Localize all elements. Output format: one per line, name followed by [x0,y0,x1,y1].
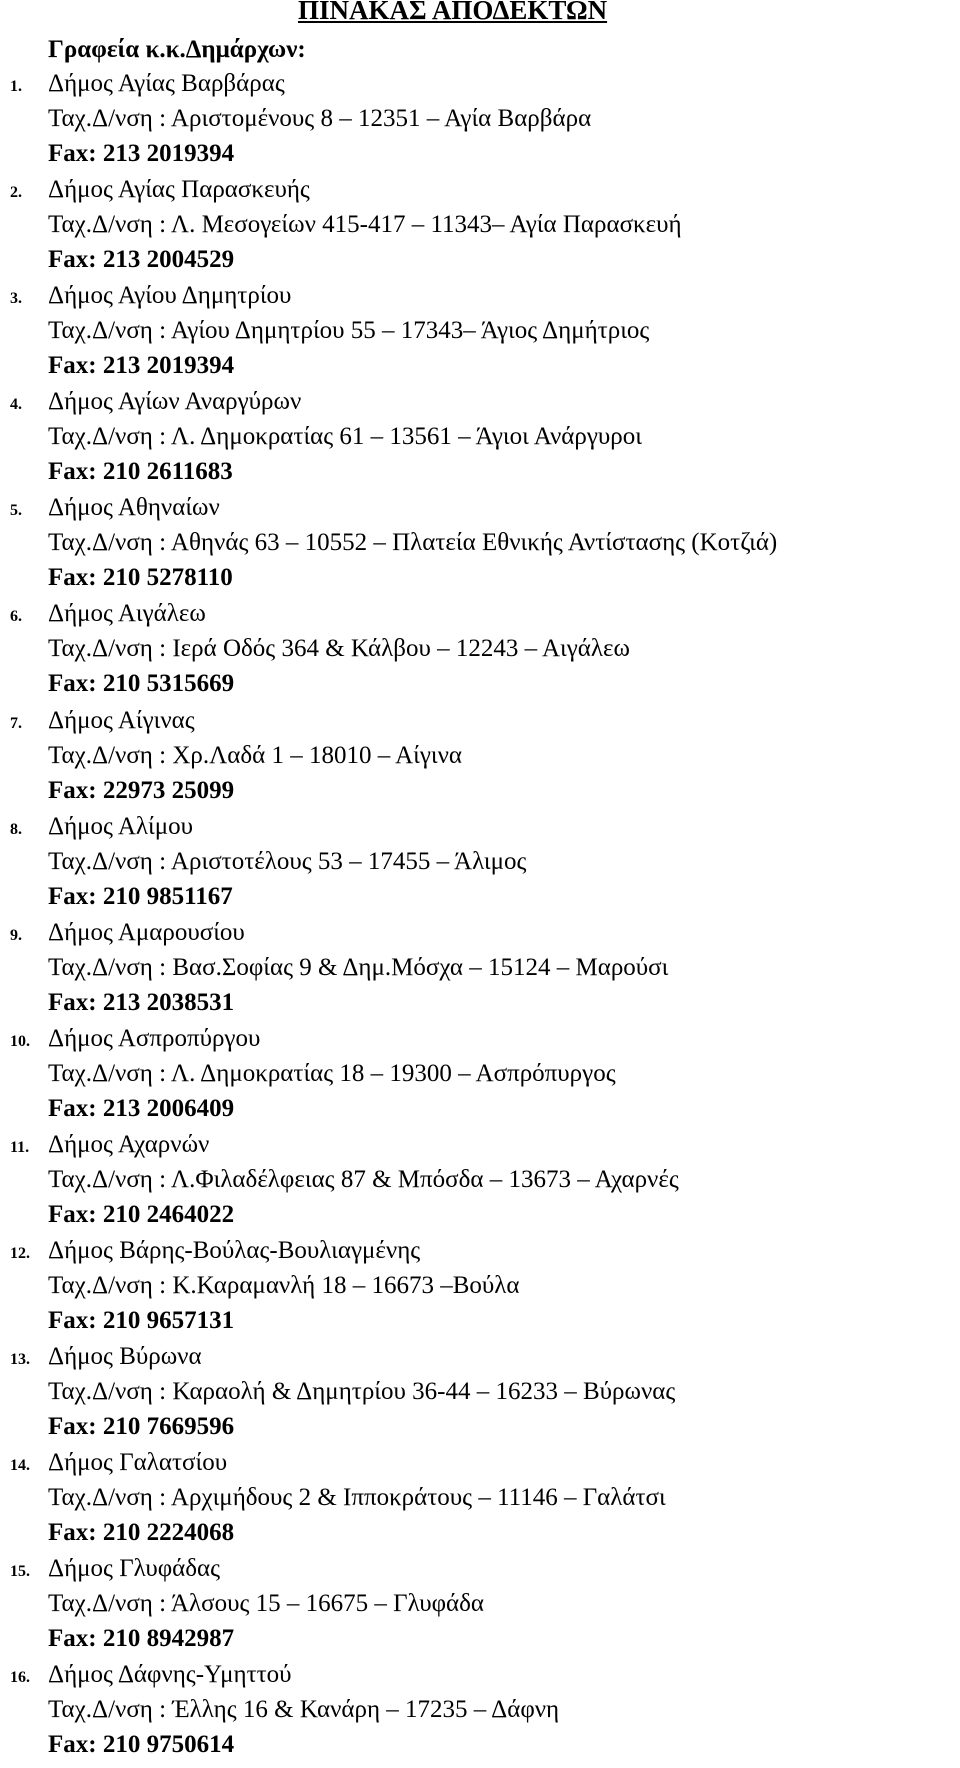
municipality-name: Δήμος Αμαρουσίου [48,918,245,946]
municipality-name: Δήμος Αλίμου [48,812,194,840]
document-title: ΠΙΝΑΚΑΣ ΑΠΟΔΕΚΤΩΝ [298,0,608,25]
fax-number: Fax: 210 5315669 [48,670,235,698]
postal-address: Ταχ.Δ/νση : Λ. Δημοκρατίας 18 – 19300 – Ασπρόπυργος [48,1059,616,1087]
postal-address: Ταχ.Δ/νση : Αρχιμήδους 2 & Ιπποκράτους – 11146 – Γαλάτσι [48,1484,666,1512]
entry-number: 6. [10,608,22,626]
list-item [0,494,960,600]
fax-number: Fax: 213 2019394 [48,140,235,167]
fax-number: Fax: 213 2019394 [48,352,235,380]
list-item [0,1449,960,1555]
list-item [0,919,960,1025]
municipality-name: Δήμος Αγίου Δημητρίου [48,282,292,310]
municipality-name: Δήμος Αχαρνών [48,1130,210,1158]
postal-address: Ταχ.Δ/νση : Έλλης 16 & Κανάρη – 17235 – Δάφνη [48,1696,560,1724]
list-item [0,600,960,706]
section-heading: Γραφεία κ.κ.Δημάρχων: [48,36,306,63]
entry-number: 11. [10,1138,30,1156]
entry-number: 4. [10,396,22,414]
entry-number: 16. [10,1669,30,1687]
postal-address: Ταχ.Δ/νση : Κ.Καραμανλή 18 – 16673 –Βούλα [48,1272,520,1300]
fax-number: Fax: 213 2038531 [48,988,235,1016]
list-item [0,1343,960,1449]
entry-number: 9. [10,926,22,944]
postal-address: Ταχ.Δ/νση : Αριστομένους 8 – 12351 – Αγία Βαρβάρα [48,105,592,132]
postal-address: Ταχ.Δ/νση : Χρ.Λαδά 1 – 18010 – Αίγινα [48,741,463,769]
municipality-name: Δήμος Αγίας Παρασκευής [48,176,310,204]
postal-address: Ταχ.Δ/νση : Αγίου Δημητρίου 55 – 17343– Άγιος Δημήτριος [48,317,650,345]
list-item [0,813,960,919]
postal-address: Ταχ.Δ/νση : Λ. Δημοκρατίας 61 – 13561 – Άγιοι Ανάργυροι [48,423,642,451]
postal-address: Ταχ.Δ/νση : Καραολή & Δημητρίου 36-44 – 16233 – Βύρωνας [48,1378,676,1406]
list-item [0,1025,960,1131]
postal-address: Ταχ.Δ/νση : Λ. Μεσογείων 415-417 – 11343– Αγία Παρασκευή [48,211,682,239]
municipality-name: Δήμος Βύρωνα [48,1343,202,1371]
postal-address: Ταχ.Δ/νση : Ιερά Οδός 364 & Κάλβου – 12243 – Αιγάλεω [48,635,630,663]
fax-number: Fax: 213 2004529 [48,246,235,274]
entry-number: 13. [10,1351,30,1369]
list-item [0,1555,960,1661]
entry-number: 14. [10,1457,30,1475]
municipality-name: Δήμος Γλυφάδας [48,1555,221,1583]
municipality-name: Δήμος Αγίων Αναργύρων [48,388,302,416]
municipality-name: Δήμος Αθηναίων [48,494,220,522]
fax-number: Fax: 210 9750614 [48,1731,235,1759]
entry-number: 5. [10,502,22,520]
entry-number: 15. [10,1563,30,1581]
list-item [0,1131,960,1237]
list-item [0,388,960,494]
list-item [0,707,960,813]
fax-number: Fax: 210 2224068 [48,1519,235,1547]
municipality-name: Δήμος Αιγάλεω [48,600,206,628]
entry-number: 1. [10,78,22,95]
entry-number: 2. [10,184,22,202]
entry-number: 8. [10,820,22,838]
municipality-name: Δήμος Ασπροπύργου [48,1024,261,1052]
list-item [0,70,960,176]
list-item [0,282,960,388]
list-item [0,1661,960,1767]
municipality-name: Δήμος Δάφνης-Υμηττού [48,1661,292,1689]
municipality-name: Δήμος Βάρης-Βούλας-Βουλιαγμένης [48,1237,421,1265]
entry-number: 12. [10,1245,30,1263]
fax-number: Fax: 210 5278110 [48,564,233,592]
fax-number: Fax: 210 2464022 [48,1200,235,1228]
municipality-name: Δήμος Αίγινας [48,706,195,734]
postal-address: Ταχ.Δ/νση : Βασ.Σοφίας 9 & Δημ.Μόσχα – 15124 – Μαρούσι [48,953,669,981]
list-item [0,176,960,282]
fax-number: Fax: 210 9851167 [48,882,233,910]
postal-address: Ταχ.Δ/νση : Αριστοτέλους 53 – 17455 – Άλιμος [48,847,527,875]
fax-number: Fax: 210 8942987 [48,1625,235,1653]
postal-address: Ταχ.Δ/νση : Λ.Φιλαδέλφειας 87 & Μπόσδα – 13673 – Αχαρνές [48,1165,679,1193]
municipality-name: Δήμος Γαλατσίου [48,1449,228,1477]
fax-number: Fax: 210 7669596 [48,1413,235,1441]
fax-number: Fax: 22973 25099 [48,776,235,804]
fax-number: Fax: 213 2006409 [48,1094,235,1122]
fax-number: Fax: 210 2611683 [48,458,233,486]
postal-address: Ταχ.Δ/νση : Αθηνάς 63 – 10552 – Πλατεία Εθνικής Αντίστασης (Κοτζιά) [48,529,778,557]
recipient-list [0,70,960,1768]
list-item [0,1237,960,1343]
municipality-name: Δήμος Αγίας Βαρβάρας [48,70,285,97]
entry-number: 10. [10,1032,30,1050]
entry-number: 7. [10,714,22,732]
postal-address: Ταχ.Δ/νση : Άλσους 15 – 16675 – Γλυφάδα [48,1590,485,1618]
fax-number: Fax: 210 9657131 [48,1307,235,1335]
entry-number: 3. [10,290,22,308]
